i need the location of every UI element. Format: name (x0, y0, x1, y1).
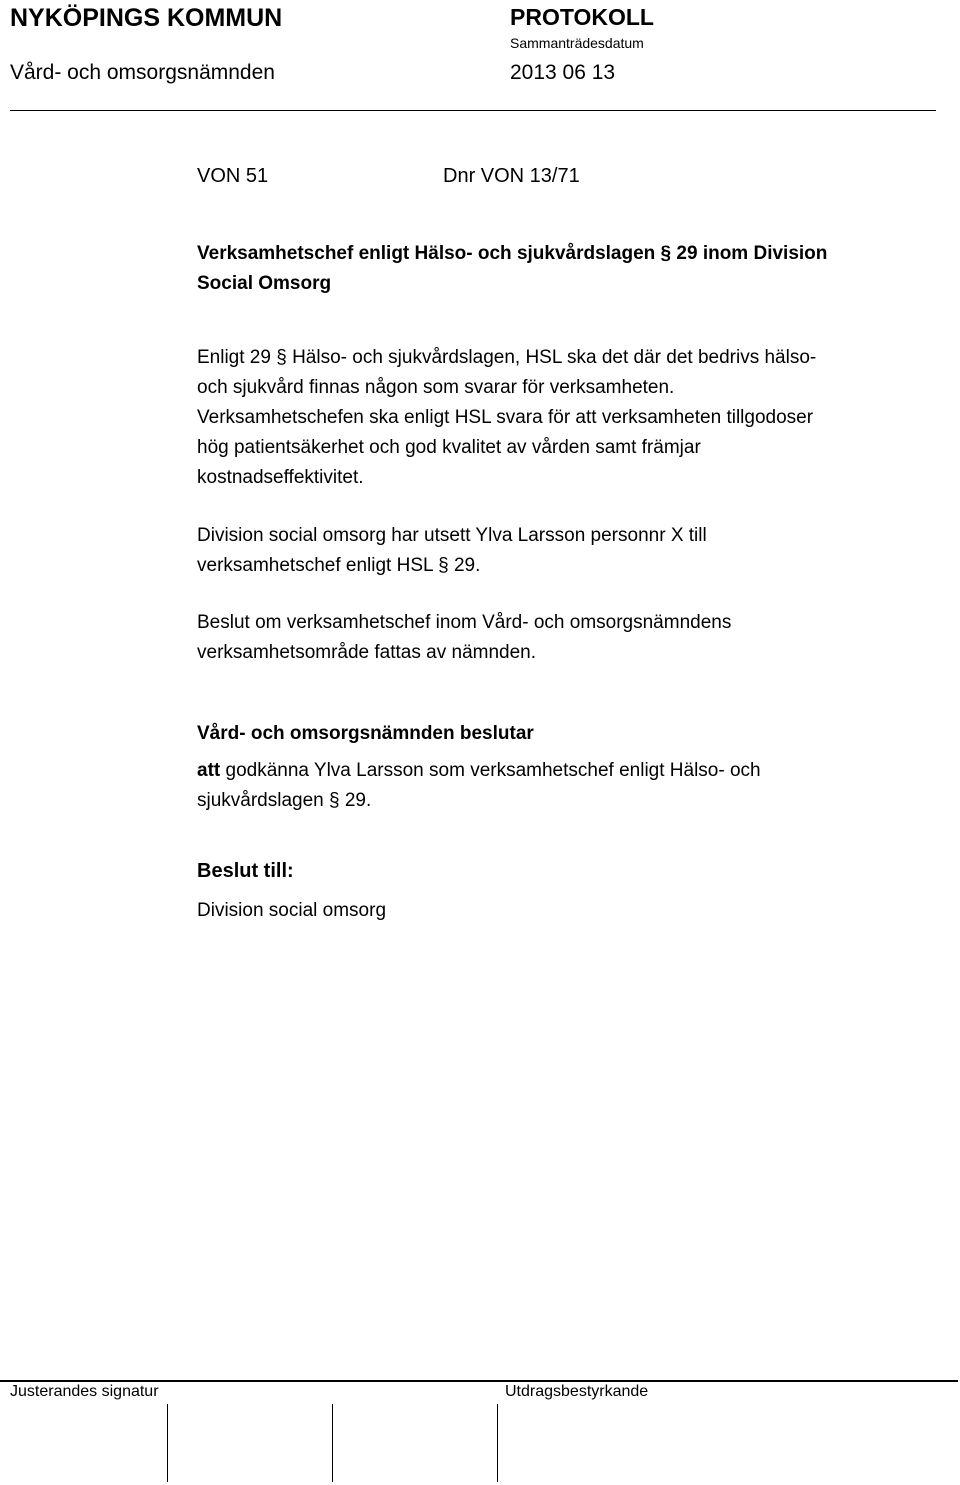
signature-box-divider (497, 1404, 498, 1482)
diary-number: Dnr VON 13/71 (443, 165, 580, 187)
text-line: Beslut om verksamhetschef inom Vård- och omsorgsnämndens (197, 612, 732, 633)
title-line: Social Omsorg (197, 273, 332, 294)
text-line: verksamhetschef enligt HSL § 29. (197, 555, 481, 576)
section-title (197, 239, 917, 299)
document-type: PROTOKOLL (510, 4, 654, 30)
text-line: Enligt 29 § Hälso- och sjukvårdslagen, HSL ska det där det bedrivs hälso- (197, 347, 817, 368)
recipients-list (197, 896, 917, 926)
date-label: Sammanträdesdatum (510, 35, 644, 51)
meeting-date: 2013 06 13 (510, 61, 616, 84)
paragraph-number: VON 51 (197, 165, 269, 187)
title-line: Verksamhetschef enligt Hälso- och sjukvårdslagen § 29 inom Division (197, 243, 828, 264)
decision-line (197, 756, 917, 786)
header-divider (10, 110, 936, 111)
text-line: Verksamhetschefen ska enligt HSL svara för att verksamheten tillgodoser (197, 407, 814, 428)
text-line: kostnadseffektivitet. (197, 467, 364, 488)
appointment-paragraph (197, 521, 917, 581)
organization-name: NYKÖPINGS KOMMUN (10, 4, 283, 32)
background-paragraph (197, 343, 917, 493)
committee-name: Vård- och omsorgsnämnden (10, 61, 275, 84)
signature-label: Justerandes signatur (10, 1383, 159, 1400)
text-line: verksamhetsområde fattas av nämnden. (197, 642, 537, 663)
certification-label: Utdragsbestyrkande (505, 1383, 649, 1400)
att-keyword: att (197, 760, 221, 781)
authority-paragraph (197, 608, 917, 668)
footer-divider (0, 1380, 958, 1382)
signature-box-divider (332, 1404, 333, 1482)
decision-line-text: godkänna Ylva Larsson som verksamhetschef enligt Hälso- och (220, 760, 761, 781)
recipient-item: Division social omsorg (197, 900, 387, 921)
decision-text (197, 756, 917, 816)
decision-line: sjukvårdslagen § 29. (197, 790, 372, 811)
text-line: hög patientsäkerhet och god kvalitet av vården samt främjar (197, 437, 701, 458)
text-line: Division social omsorg har utsett Ylva Larsson personnr X till (197, 525, 707, 546)
text-line: och sjukvård finnas någon som svarar för verksamheten. (197, 377, 675, 398)
signature-box-divider (167, 1404, 168, 1482)
recipients-heading: Beslut till: (197, 860, 294, 882)
decision-heading: Vård- och omsorgsnämnden beslutar (197, 723, 534, 744)
